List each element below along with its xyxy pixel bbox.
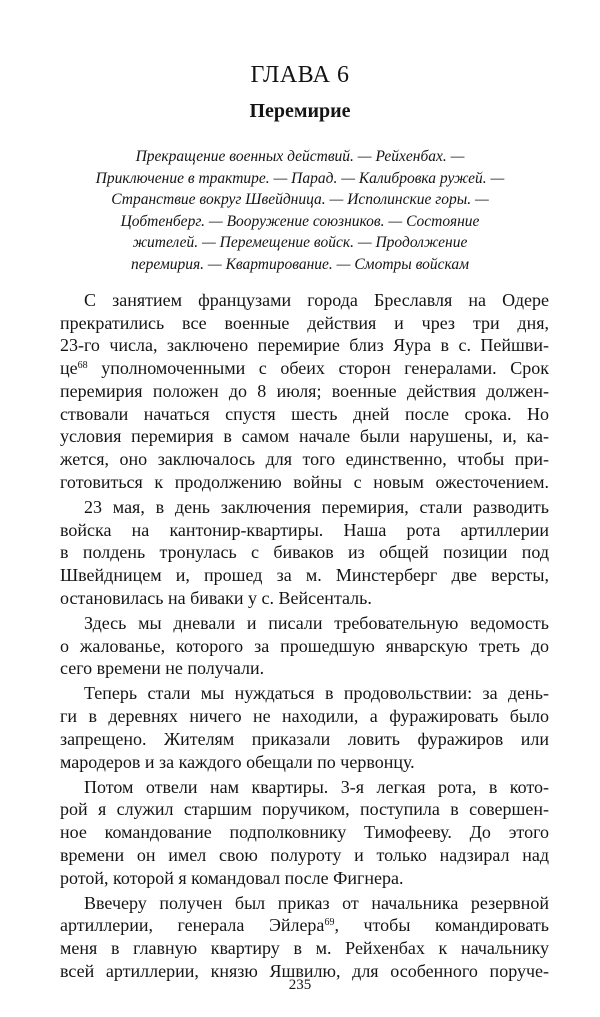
chapter-summary <box>62 146 538 275</box>
text-line: жется, оно заключалось для того единственно, чтобы при- <box>60 448 549 469</box>
text-line <box>60 914 549 937</box>
text-line: о жалованье, которого за прошедшую январскую треть до <box>60 635 549 656</box>
text-line <box>60 357 549 380</box>
text-line: прекратились все военные действия и чрез три дня, <box>60 312 549 333</box>
chapter-number: ГЛАВА 6 <box>250 62 350 88</box>
chapter-title: Перемирие <box>249 100 351 122</box>
text-line: Здесь мы дневали и писали требовательную ведомость <box>84 612 549 633</box>
text-line: готовиться к продолжению войны с новым ожесточением. <box>60 471 549 492</box>
paragraph <box>60 496 549 610</box>
paragraph <box>60 892 549 983</box>
text-line: остановилась на биваки у с. Вейсенталь. <box>60 587 372 608</box>
summary-line: перемирия. — Квартирование. — Смотры войскам <box>130 255 470 273</box>
text-fragment: , чтобы командировать <box>334 915 550 936</box>
text-line: запрещено. Жителям приказали ловить фуражиров или <box>60 728 549 749</box>
text-line: меня в главную квартиру в м. Рейхенбах к начальнику <box>60 938 549 959</box>
text-fragment: це <box>60 358 78 379</box>
footnote-ref-68[interactable]: 68 <box>77 360 88 372</box>
summary-line: жителей. — Перемещение войск. — Продолжение <box>132 234 468 251</box>
footnote-ref-69[interactable]: 69 <box>324 917 335 929</box>
body-text <box>60 289 549 983</box>
paragraph <box>60 612 549 680</box>
summary-line: Странствие вокруг Швейдница. — Исполинские горы. — <box>111 191 489 208</box>
text-line: ги в деревнях ничего не находили, а фуражировать было <box>60 706 549 727</box>
text-line: мародеров и за каждого обещали по червонцу. <box>60 751 415 772</box>
text-line: ствовали начаться спустя шесть дней после срока. Но <box>60 403 549 424</box>
paragraph <box>60 289 549 493</box>
text-line: 23 мая, в день заключения перемирия, стали разводить <box>84 496 549 517</box>
text-line: Ввечеру получен был приказ от начальника резервной <box>84 892 549 913</box>
text-line: 23-го числа, заключено перемирие близ Яура в с. Пейшви- <box>60 335 549 356</box>
text-line: перемирия положен до 8 июля; военные действия должен- <box>60 380 549 401</box>
text-line: С занятием французами города Бреславля на Одере <box>84 290 549 310</box>
text-line: ное командование подполковнику Тимофееву. До этого <box>60 822 549 843</box>
text-line: в полдень тронулась с биваков из общей позиции под <box>60 542 549 563</box>
text-line: ротой, которой я командовал после Фигнера. <box>60 867 404 888</box>
summary-line: Прекращение военных действий. — Рейхенбах. — <box>135 148 465 165</box>
page-number: 235 <box>288 977 312 993</box>
text-line: сего времени не получали. <box>60 658 265 679</box>
text-line: всей артиллерии, князю Яшвилю, для особенного поруче- <box>60 960 549 981</box>
text-line: условия перемирия в самом начале были нарушены, и, ка- <box>60 426 549 447</box>
text-line: Швейдницем и, прошед за м. Минстерберг две версты, <box>60 564 549 585</box>
text-line: времени он имел свою полуроту и только надзирал над <box>60 844 549 865</box>
summary-line: Приключение в трактире. — Парад. — Калибровка ружей. — <box>95 169 505 187</box>
paragraph <box>60 776 549 890</box>
text-fragment: артиллерии, генерала Эйлера <box>60 915 325 936</box>
text-fragment: уполномоченными с обеих сторон генералами. Срок <box>87 358 549 379</box>
text-line: Теперь стали мы нуждаться в продовольствии: за день- <box>84 683 549 704</box>
text-line: Потом отвели нам квартиры. 3-я легкая рота, в кото- <box>84 776 549 797</box>
text-line: рой я служил старшим поручиком, поступила в совершен- <box>60 799 549 820</box>
paragraph <box>60 682 549 773</box>
text-line: войска на кантонир-квартиры. Наша рота артиллерии <box>60 519 549 540</box>
summary-line: Цобтенберг. — Вооружение союзников. — Состояние <box>120 212 480 230</box>
